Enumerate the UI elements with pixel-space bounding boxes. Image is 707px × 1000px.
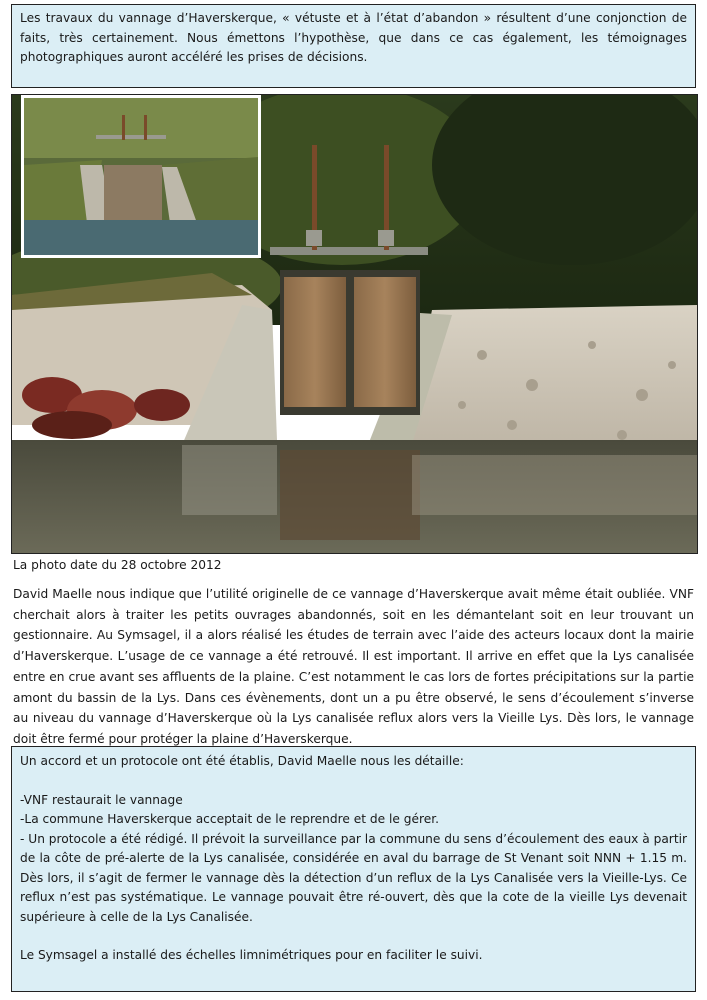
- inset-photo: [21, 95, 261, 258]
- sluice-gate-illustration: [12, 95, 697, 553]
- protocol-item: -La commune Haverskerque acceptait de le reprendre et de le gérer.: [20, 812, 440, 826]
- photo-caption: La photo date du 28 octobre 2012: [13, 558, 222, 572]
- intro-text: Les travaux du vannage d’Haverskerque, « vétuste et à l’état d’abandon » résultent d’une conjonction de faits, très certainement. Nous émettons l’hypothèse, que dans ce cas également, les témoignages photographiques auront accéléré les prises de décisions.: [20, 11, 687, 64]
- protocol-intro: Un accord et un protocole ont été établis, David Maelle nous les détaille:: [20, 754, 464, 768]
- body-paragraph: David Maelle nous indique que l’utilité originelle de ce vannage d’Haverskerque avait même était oubliée. VNF cherchait alors à traiter les petits ouvrages abandonnés, soit en les démantelant soit en leur trouvant un gestionnaire. Au Symsagel, il a alors réalisé les études de terrain avec l’aide des acteurs locaux dont la mairie d’Haverskerque. L’usage de ce vannage a été retrouvé. Il est important. Il arrive en effet que la Lys canalisée entre en crue avant ses affluents de la plaine. C’est notamment le cas lors de fortes précipitations sur la partie amont du bassin de la Lys. Dans ces évènements, dont un a pu être observé, le sens d’écoulement s’inverse au niveau du vannage d’Haverskerque où la Lys canalisée reflux alors vers la Vieille Lys. Dès lors, le vannage doit être fermé pour protéger la plaine d’Haverskerque.: [13, 587, 694, 746]
- protocol-item: - Un protocole a été rédigé. Il prévoit la surveillance par la commune du sens d’écoulement des eaux à partir de la côte de pré-alerte de la Lys canalisée, considérée en aval du barrage de St Venant soit NNN + 1.15 m. Dès lors, il s’agit de fermer le vannage dès la détection d’un reflux de la Lys Canalisée vers la Vieille-Lys. Ce reflux n’est pas systématique. Le vannage pouvait être ré-ouvert, dès que la cote de la vieille Lys devenait supérieure à celle de la Lys Canalisée.: [20, 831, 687, 924]
- intro-box: [11, 4, 696, 88]
- sluice-gate-photo: [11, 94, 698, 554]
- protocol-box: [11, 746, 696, 992]
- protocol-item: -VNF restaurait le vannage: [20, 792, 183, 807]
- protocol-closing: Le Symsagel a installé des échelles limnimétriques pour en faciliter le suivi.: [20, 948, 483, 962]
